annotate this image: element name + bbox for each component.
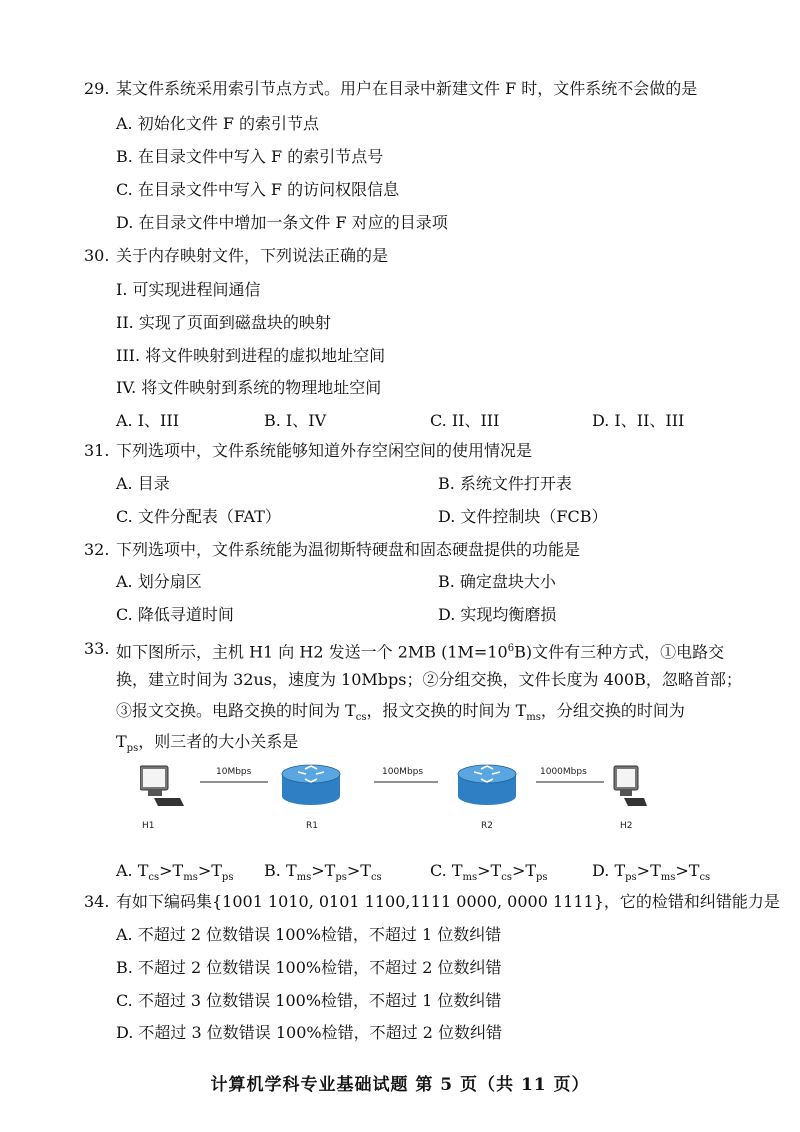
statement-3: III. 将文件映射到进程的虚拟地址空间: [116, 346, 386, 365]
link-label-1: 10Mbps: [216, 767, 252, 777]
option-b: B. 确定盘块大小: [438, 572, 556, 591]
option-c: C. II、III: [430, 411, 500, 430]
link-label-2: 100Mbps: [382, 767, 424, 777]
option-d: D. 不超过 3 位数错误 100%检错，不超过 2 位数纠错: [116, 1023, 502, 1042]
question-number: 30.: [84, 246, 110, 265]
question-number: 32.: [84, 540, 110, 559]
option-d: D. 实现均衡磨损: [438, 605, 557, 624]
page-footer: 计算机学科专业基础试题 第 5 页（共 11 页）: [210, 1075, 590, 1095]
question-number: 31.: [84, 441, 110, 460]
option-a: A. 目录: [116, 474, 170, 493]
question-number: 29.: [84, 79, 110, 98]
question-stem: 某文件系统采用索引节点方式。用户在目录中新建文件 F 时，文件系统不会做的是: [116, 79, 698, 98]
option-d: D. $T_{ps}>T_{ms}>T_{cs}$: [592, 861, 711, 884]
question-stem-line-2: 换，建立时间为 32us，速度为 10Mbps；②分组交换，文件长度为 400B，忽略首部；: [116, 670, 742, 689]
option-c: C. 降低寻道时间: [116, 605, 234, 624]
option-c: C. 文件分配表（FAT）: [116, 507, 281, 526]
question-stem-line-4: $T_{ps}$，则三者的大小关系是: [116, 732, 299, 755]
statement-4: IV. 将文件映射到系统的物理地址空间: [116, 378, 382, 397]
option-b: B. $T_{ms}>T_{ps}>T_{cs}$: [264, 861, 382, 884]
option-c: C. $T_{ms}>T_{cs}>T_{ps}$: [430, 861, 548, 884]
question-stem: 有如下编码集{1001 1010, 0101 1100,1111 0000, 0000 1111}，它的检错和纠错能力是: [116, 892, 780, 911]
statement-1: I. 可实现进程间通信: [116, 280, 261, 299]
question-stem: 下列选项中，文件系统能为温彻斯特硬盘和固态硬盘提供的功能是: [116, 540, 581, 559]
option-b: B. 不超过 2 位数错误 100%检错，不超过 2 位数纠错: [116, 958, 502, 977]
option-c: C. 不超过 3 位数错误 100%检错，不超过 1 位数纠错: [116, 991, 502, 1010]
node-label-r2: R2: [481, 821, 493, 831]
option-a: A. 划分扇区: [116, 572, 202, 591]
computer-icon: [614, 766, 647, 806]
node-label-h1: H1: [142, 821, 155, 831]
computer-icon: [140, 766, 184, 806]
network-diagram: [140, 760, 660, 836]
option-d: D. 在目录文件中增加一条文件 F 对应的目录项: [116, 213, 448, 232]
question-stem-line-3: ③报文交换。电路交换的时间为 $T_{cs}$，报文交换的时间为 $T_{ms}$，分组交换的时间为: [116, 701, 685, 724]
router-icon: [458, 765, 516, 805]
option-a: A. $T_{cs}>T_{ms}>T_{ps}$: [116, 861, 234, 884]
router-icon: [282, 765, 340, 805]
option-c: C. 在目录文件中写入 F 的访问权限信息: [116, 180, 400, 199]
question-number: 33.: [84, 639, 110, 658]
option-a: A. 不超过 2 位数错误 100%检错，不超过 1 位数纠错: [116, 925, 502, 944]
option-b: B. 系统文件打开表: [438, 474, 572, 493]
option-b: B. 在目录文件中写入 F 的索引节点号: [116, 147, 384, 166]
link-label-3: 1000Mbps: [540, 767, 587, 777]
question-number: 34.: [84, 892, 110, 911]
option-b: B. I、IV: [264, 411, 327, 430]
option-d: D. 文件控制块（FCB）: [438, 507, 608, 526]
question-stem: 下列选项中，文件系统能够知道外存空闲空间的使用情况是: [116, 441, 533, 460]
question-stem-line-1: 如下图所示，主机 H1 向 H2 发送一个 2MB $(1M=10^6B)$文件有三种方式，①电路交: [116, 642, 725, 662]
option-a: A. I、III: [116, 411, 180, 430]
question-stem: 关于内存映射文件，下列说法正确的是: [116, 246, 389, 265]
statement-2: II. 实现了页面到磁盘块的映射: [116, 313, 331, 332]
node-label-h2: H2: [620, 821, 633, 831]
option-a: A. 初始化文件 F 的索引节点: [116, 114, 320, 133]
node-label-r1: R1: [306, 821, 318, 831]
option-d: D. I、II、III: [592, 411, 685, 430]
